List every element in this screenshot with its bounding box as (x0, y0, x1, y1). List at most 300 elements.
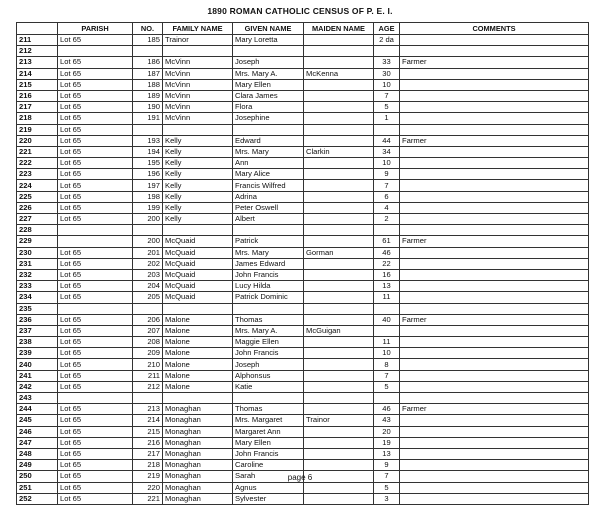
row-number: 246 (17, 426, 58, 437)
no-cell (133, 393, 163, 404)
maiden-name-cell (304, 348, 374, 359)
row-number: 231 (17, 258, 58, 269)
parish-cell (58, 46, 133, 57)
no-cell: 206 (133, 314, 163, 325)
comments-cell (400, 381, 589, 392)
comments-cell (400, 158, 589, 169)
maiden-name-cell (304, 404, 374, 415)
header-row (17, 23, 589, 35)
row-number: 250 (17, 471, 58, 482)
family-name-cell: Malone (163, 381, 233, 392)
no-cell: 200 (133, 214, 163, 225)
no-cell: 213 (133, 404, 163, 415)
table-row (17, 158, 589, 169)
no-cell: 199 (133, 202, 163, 213)
comments-cell (400, 247, 589, 258)
maiden-name-cell (304, 236, 374, 247)
family-name-cell: Malone (163, 337, 233, 348)
no-cell: 189 (133, 90, 163, 101)
given-name-cell (233, 303, 304, 314)
comments-cell: Farmer (400, 135, 589, 146)
given-name-cell: Francis Wilfred (233, 180, 304, 191)
no-cell: 203 (133, 269, 163, 280)
no-cell: 212 (133, 381, 163, 392)
parish-cell: Lot 65 (58, 124, 133, 135)
row-number: 249 (17, 460, 58, 471)
table-row (17, 225, 589, 236)
table-row (17, 493, 589, 504)
given-name-cell: Mrs. Margaret (233, 415, 304, 426)
age-cell: 8 (374, 359, 400, 370)
parish-cell: Lot 65 (58, 258, 133, 269)
no-cell: 205 (133, 292, 163, 303)
maiden-name-cell (304, 292, 374, 303)
no-cell: 186 (133, 57, 163, 68)
no-cell: 221 (133, 493, 163, 504)
age-cell: 34 (374, 146, 400, 157)
given-name-cell: Caroline (233, 460, 304, 471)
given-name-cell (233, 124, 304, 135)
no-cell: 218 (133, 460, 163, 471)
table-row (17, 135, 589, 146)
given-name-cell: Thomas (233, 404, 304, 415)
parish-cell: Lot 65 (58, 191, 133, 202)
no-cell: 215 (133, 426, 163, 437)
table-row (17, 292, 589, 303)
family-name-cell: McQuaid (163, 247, 233, 258)
row-number: 232 (17, 269, 58, 280)
maiden-name-cell (304, 124, 374, 135)
row-number: 242 (17, 381, 58, 392)
family-name-cell: Kelly (163, 214, 233, 225)
family-name-cell: Kelly (163, 146, 233, 157)
maiden-name-cell (304, 493, 374, 504)
maiden-name-cell (304, 314, 374, 325)
parish-cell: Lot 65 (58, 370, 133, 381)
row-number: 244 (17, 404, 58, 415)
no-cell: 210 (133, 359, 163, 370)
comments-cell (400, 493, 589, 504)
maiden-name-cell (304, 359, 374, 370)
table-row (17, 102, 589, 113)
table-row (17, 258, 589, 269)
given-name-cell: Patrick (233, 236, 304, 247)
comments-cell (400, 102, 589, 113)
age-cell (374, 46, 400, 57)
given-name-cell: John Francis (233, 269, 304, 280)
given-name-cell: Edward (233, 135, 304, 146)
comments-cell: Farmer (400, 236, 589, 247)
age-cell: 4 (374, 202, 400, 213)
row-number: 238 (17, 337, 58, 348)
no-cell: 211 (133, 370, 163, 381)
parish-cell: Lot 65 (58, 180, 133, 191)
parish-cell (58, 225, 133, 236)
family-name-cell: Malone (163, 370, 233, 381)
comments-cell (400, 337, 589, 348)
comments-cell (400, 393, 589, 404)
comments-cell (400, 325, 589, 336)
comments-cell (400, 437, 589, 448)
maiden-name-cell (304, 482, 374, 493)
parish-cell (58, 236, 133, 247)
age-cell: 10 (374, 79, 400, 90)
parish-cell: Lot 65 (58, 348, 133, 359)
comments-cell (400, 359, 589, 370)
family-name-cell: Monaghan (163, 448, 233, 459)
family-name-cell: Monaghan (163, 426, 233, 437)
no-cell (133, 225, 163, 236)
age-cell: 61 (374, 236, 400, 247)
row-number: 220 (17, 135, 58, 146)
maiden-name-cell (304, 303, 374, 314)
page-number: page 6 (287, 473, 313, 482)
row-number: 216 (17, 90, 58, 101)
row-number: 237 (17, 325, 58, 336)
header-parish: PARISH (58, 23, 133, 35)
given-name-cell: Mrs. Mary A. (233, 325, 304, 336)
row-number: 223 (17, 169, 58, 180)
table-row (17, 169, 589, 180)
family-name-cell: Monaghan (163, 493, 233, 504)
parish-cell: Lot 65 (58, 337, 133, 348)
table-row (17, 482, 589, 493)
family-name-cell: Kelly (163, 169, 233, 180)
table-row (17, 269, 589, 280)
parish-cell: Lot 65 (58, 57, 133, 68)
comments-cell (400, 426, 589, 437)
age-cell: 11 (374, 292, 400, 303)
given-name-cell: Peter Oswell (233, 202, 304, 213)
maiden-name-cell (304, 90, 374, 101)
no-cell: 204 (133, 281, 163, 292)
table-row (17, 381, 589, 392)
comments-cell (400, 448, 589, 459)
maiden-name-cell (304, 281, 374, 292)
maiden-name-cell (304, 370, 374, 381)
table-row (17, 180, 589, 191)
census-table (16, 22, 589, 505)
family-name-cell: Malone (163, 348, 233, 359)
parish-cell: Lot 65 (58, 437, 133, 448)
age-cell: 5 (374, 381, 400, 392)
maiden-name-cell (304, 448, 374, 459)
no-cell: 185 (133, 35, 163, 46)
parish-cell: Lot 65 (58, 493, 133, 504)
comments-cell (400, 180, 589, 191)
age-cell: 7 (374, 90, 400, 101)
given-name-cell (233, 393, 304, 404)
table-row (17, 113, 589, 124)
parish-cell: Lot 65 (58, 404, 133, 415)
row-number: 230 (17, 247, 58, 258)
maiden-name-cell (304, 102, 374, 113)
given-name-cell: Sarah (233, 471, 304, 482)
age-cell: 40 (374, 314, 400, 325)
age-cell: 22 (374, 258, 400, 269)
parish-cell: Lot 65 (58, 35, 133, 46)
parish-cell: Lot 65 (58, 79, 133, 90)
table-row (17, 236, 589, 247)
no-cell: 194 (133, 146, 163, 157)
family-name-cell: Kelly (163, 158, 233, 169)
parish-cell: Lot 65 (58, 482, 133, 493)
no-cell (133, 46, 163, 57)
no-cell: 193 (133, 135, 163, 146)
family-name-cell: Malone (163, 359, 233, 370)
given-name-cell: Katie (233, 381, 304, 392)
row-number: 211 (17, 35, 58, 46)
maiden-name-cell (304, 214, 374, 225)
maiden-name-cell (304, 113, 374, 124)
comments-cell (400, 225, 589, 236)
age-cell: 7 (374, 370, 400, 381)
no-cell: 200 (133, 236, 163, 247)
comments-cell (400, 191, 589, 202)
given-name-cell: Joseph (233, 57, 304, 68)
maiden-name-cell: Trainor (304, 415, 374, 426)
age-cell: 9 (374, 460, 400, 471)
census-body (17, 35, 589, 505)
age-cell: 33 (374, 57, 400, 68)
age-cell: 46 (374, 247, 400, 258)
header-row-number (17, 23, 58, 35)
age-cell (374, 393, 400, 404)
maiden-name-cell (304, 46, 374, 57)
comments-cell (400, 90, 589, 101)
header-maiden-name: MAIDEN NAME (304, 23, 374, 35)
given-name-cell: James Edward (233, 258, 304, 269)
no-cell (133, 124, 163, 135)
table-row (17, 337, 589, 348)
row-number: 235 (17, 303, 58, 314)
age-cell: 2 da (374, 35, 400, 46)
comments-cell (400, 460, 589, 471)
no-cell: 207 (133, 325, 163, 336)
age-cell: 44 (374, 135, 400, 146)
table-row (17, 124, 589, 135)
no-cell: 219 (133, 471, 163, 482)
family-name-cell: Monaghan (163, 415, 233, 426)
given-name-cell (233, 225, 304, 236)
family-name-cell (163, 124, 233, 135)
given-name-cell: John Francis (233, 448, 304, 459)
age-cell: 2 (374, 214, 400, 225)
no-cell (133, 303, 163, 314)
table-row (17, 90, 589, 101)
family-name-cell: McQuaid (163, 269, 233, 280)
age-cell (374, 225, 400, 236)
row-number: 219 (17, 124, 58, 135)
table-row (17, 202, 589, 213)
age-cell: 13 (374, 448, 400, 459)
family-name-cell: Malone (163, 314, 233, 325)
table-row (17, 415, 589, 426)
given-name-cell: Lucy Hilda (233, 281, 304, 292)
table-row (17, 79, 589, 90)
table-row (17, 460, 589, 471)
given-name-cell: Adrina (233, 191, 304, 202)
given-name-cell: Patrick Dominic (233, 292, 304, 303)
row-number: 245 (17, 415, 58, 426)
parish-cell (58, 393, 133, 404)
no-cell: 188 (133, 79, 163, 90)
table-row (17, 448, 589, 459)
age-cell: 16 (374, 269, 400, 280)
parish-cell: Lot 65 (58, 381, 133, 392)
row-number: 251 (17, 482, 58, 493)
family-name-cell: McVinn (163, 90, 233, 101)
age-cell: 46 (374, 404, 400, 415)
family-name-cell: Monaghan (163, 482, 233, 493)
no-cell: 208 (133, 337, 163, 348)
given-name-cell: Agnus (233, 482, 304, 493)
family-name-cell: Kelly (163, 191, 233, 202)
row-number: 247 (17, 437, 58, 448)
maiden-name-cell (304, 57, 374, 68)
table-row (17, 393, 589, 404)
table-row (17, 247, 589, 258)
parish-cell: Lot 65 (58, 325, 133, 336)
row-number: 215 (17, 79, 58, 90)
comments-cell (400, 303, 589, 314)
no-cell: 195 (133, 158, 163, 169)
page-title: 1890 ROMAN CATHOLIC CENSUS OF P. E. I. (207, 6, 393, 16)
family-name-cell: Kelly (163, 135, 233, 146)
comments-cell: Farmer (400, 57, 589, 68)
family-name-cell: McQuaid (163, 281, 233, 292)
family-name-cell: Monaghan (163, 460, 233, 471)
row-number: 218 (17, 113, 58, 124)
parish-cell: Lot 65 (58, 102, 133, 113)
maiden-name-cell (304, 437, 374, 448)
no-cell: 214 (133, 415, 163, 426)
parish-cell: Lot 65 (58, 415, 133, 426)
age-cell (374, 303, 400, 314)
row-number: 252 (17, 493, 58, 504)
row-number: 227 (17, 214, 58, 225)
maiden-name-cell (304, 35, 374, 46)
comments-cell (400, 113, 589, 124)
parish-cell: Lot 65 (58, 169, 133, 180)
family-name-cell: Monaghan (163, 437, 233, 448)
age-cell: 30 (374, 68, 400, 79)
table-row (17, 57, 589, 68)
comments-cell (400, 68, 589, 79)
row-number: 241 (17, 370, 58, 381)
age-cell: 1 (374, 113, 400, 124)
table-row (17, 35, 589, 46)
comments-cell (400, 146, 589, 157)
no-cell: 191 (133, 113, 163, 124)
row-number: 222 (17, 158, 58, 169)
no-cell: 201 (133, 247, 163, 258)
age-cell: 5 (374, 482, 400, 493)
table-row (17, 404, 589, 415)
comments-cell (400, 415, 589, 426)
given-name-cell (233, 46, 304, 57)
no-cell: 216 (133, 437, 163, 448)
table-row (17, 348, 589, 359)
row-number: 233 (17, 281, 58, 292)
family-name-cell: McVinn (163, 68, 233, 79)
row-number: 217 (17, 102, 58, 113)
comments-cell (400, 482, 589, 493)
family-name-cell: Kelly (163, 202, 233, 213)
parish-cell: Lot 65 (58, 471, 133, 482)
parish-cell: Lot 65 (58, 202, 133, 213)
age-cell: 6 (374, 191, 400, 202)
maiden-name-cell (304, 169, 374, 180)
row-number: 228 (17, 225, 58, 236)
header-given-name: GIVEN NAME (233, 23, 304, 35)
family-name-cell: Monaghan (163, 404, 233, 415)
row-number: 239 (17, 348, 58, 359)
row-number: 225 (17, 191, 58, 202)
table-row (17, 146, 589, 157)
row-number: 213 (17, 57, 58, 68)
maiden-name-cell: McKenna (304, 68, 374, 79)
row-number: 224 (17, 180, 58, 191)
row-number: 221 (17, 146, 58, 157)
maiden-name-cell (304, 460, 374, 471)
maiden-name-cell (304, 381, 374, 392)
row-number: 248 (17, 448, 58, 459)
table-row (17, 46, 589, 57)
table-row (17, 437, 589, 448)
parish-cell: Lot 65 (58, 90, 133, 101)
age-cell: 20 (374, 426, 400, 437)
maiden-name-cell (304, 79, 374, 90)
maiden-name-cell (304, 258, 374, 269)
table-row (17, 314, 589, 325)
given-name-cell: Ann (233, 158, 304, 169)
family-name-cell (163, 393, 233, 404)
given-name-cell: Flora (233, 102, 304, 113)
family-name-cell: McQuaid (163, 292, 233, 303)
row-number: 243 (17, 393, 58, 404)
no-cell: 187 (133, 68, 163, 79)
given-name-cell: Thomas (233, 314, 304, 325)
comments-cell (400, 269, 589, 280)
parish-cell: Lot 65 (58, 135, 133, 146)
header-comments: COMMENTS (400, 23, 589, 35)
comments-cell (400, 258, 589, 269)
table-row (17, 214, 589, 225)
comments-cell: Farmer (400, 314, 589, 325)
table-row (17, 191, 589, 202)
comments-cell (400, 35, 589, 46)
no-cell: 220 (133, 482, 163, 493)
parish-cell: Lot 65 (58, 314, 133, 325)
table-row (17, 359, 589, 370)
header-no: NO. (133, 23, 163, 35)
comments-cell (400, 124, 589, 135)
comments-cell (400, 46, 589, 57)
parish-cell: Lot 65 (58, 359, 133, 370)
table-row (17, 370, 589, 381)
maiden-name-cell (304, 337, 374, 348)
given-name-cell: John Francis (233, 348, 304, 359)
table-row (17, 426, 589, 437)
age-cell (374, 124, 400, 135)
parish-cell: Lot 65 (58, 292, 133, 303)
given-name-cell: Mrs. Mary A. (233, 68, 304, 79)
header-age: AGE (374, 23, 400, 35)
given-name-cell: Sylvester (233, 493, 304, 504)
age-cell: 11 (374, 337, 400, 348)
age-cell: 10 (374, 158, 400, 169)
